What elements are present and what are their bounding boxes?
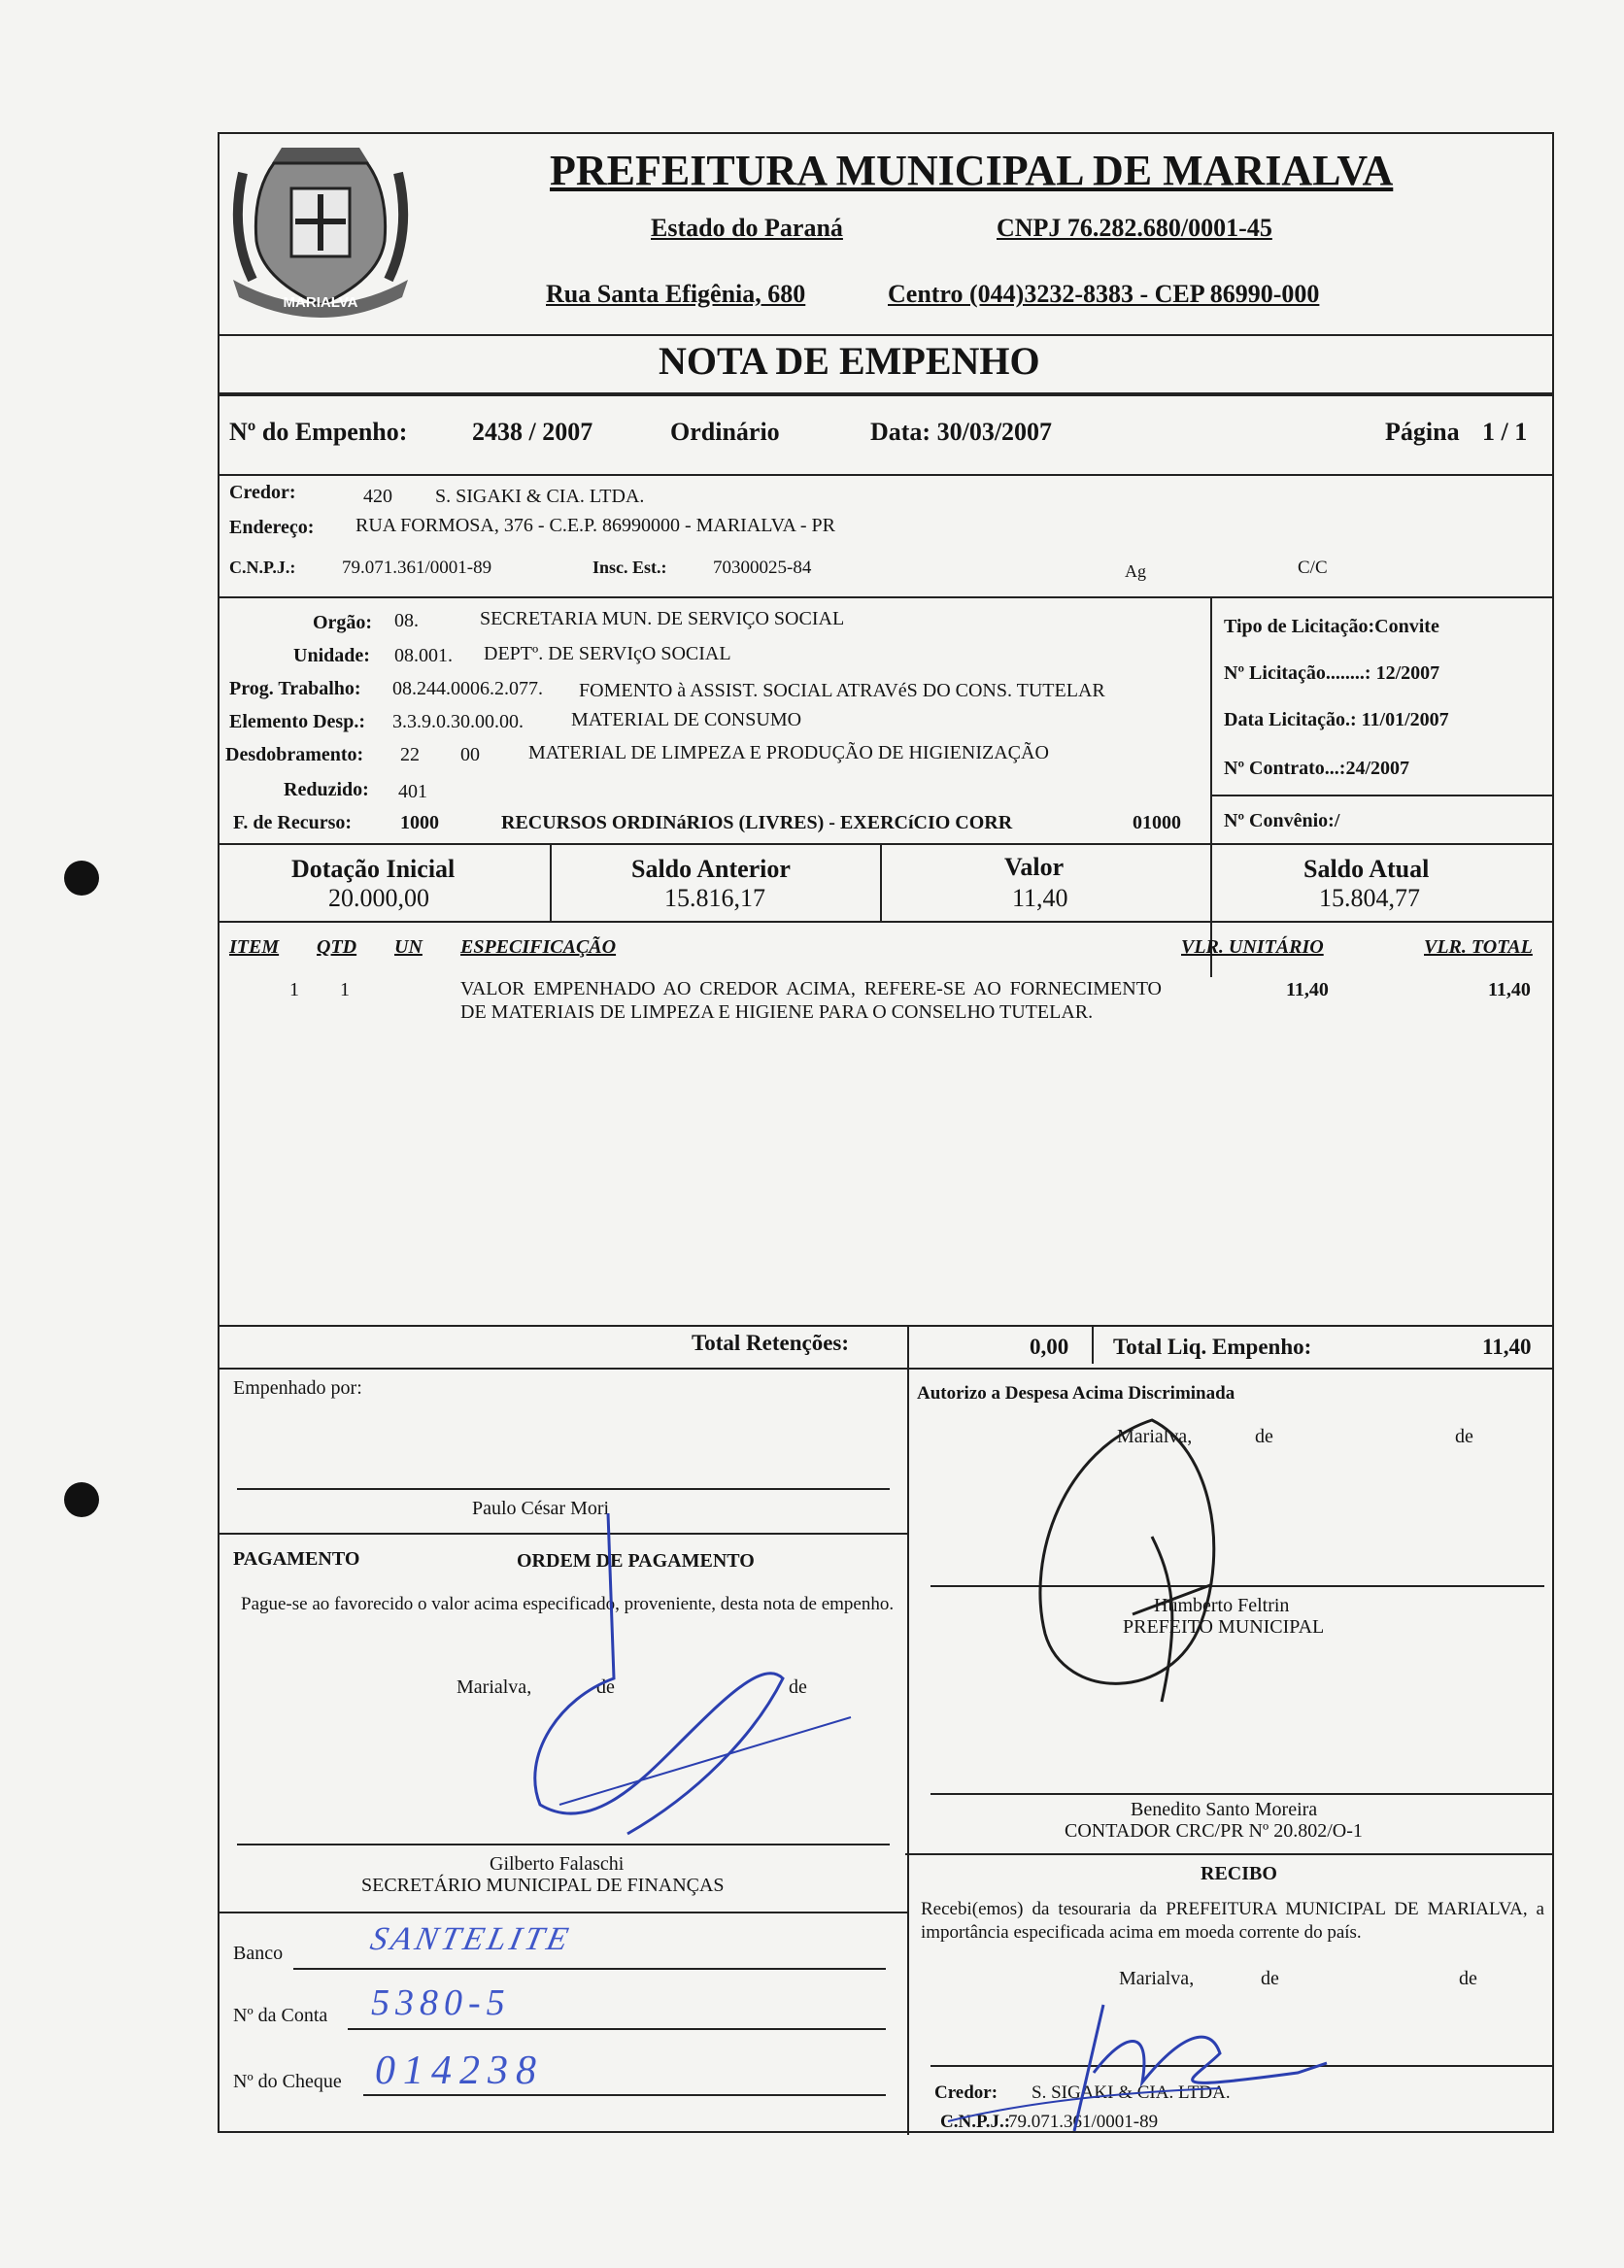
secretario-signature xyxy=(443,1513,870,1863)
saldo-atual-label: Saldo Atual xyxy=(1303,855,1430,883)
banco-handwritten: SANTELIТЕ xyxy=(367,1921,576,1957)
col-header-qtd: QTD xyxy=(317,936,357,958)
orgao-label: Orgão: xyxy=(313,612,373,633)
signature-line xyxy=(930,1793,1552,1795)
col-header-un: UN xyxy=(394,936,423,958)
unidade-name: DEPTº. DE SERVIçO SOCIAL xyxy=(484,643,731,664)
row-total-value: 11,40 xyxy=(1488,979,1531,1000)
recurso-label: F. de Recurso: xyxy=(233,812,353,833)
prefeito-signature xyxy=(1006,1410,1278,1721)
orgao-name: SECRETARIA MUN. DE SERVIÇO SOCIAL xyxy=(480,608,845,629)
divider xyxy=(220,392,1552,396)
recibo-credor-name: S. SIGAKI & CIA. LTDA. xyxy=(1032,2082,1231,2103)
divider xyxy=(907,1853,909,2135)
contact-info: Centro (044)3232-8383 - CEP 86990-000 xyxy=(888,280,1320,308)
prefeito-title: PREFEITO MUNICIPAL xyxy=(1123,1616,1325,1638)
recurso-code2: 01000 xyxy=(1133,812,1181,833)
prefeitura-cnpj: CNPJ 76.282.680/0001-45 xyxy=(997,214,1272,242)
elemento-label: Elemento Desp.: xyxy=(229,711,365,732)
credor-cnpj-label: C.N.P.J.: xyxy=(229,558,296,577)
contador-name: Benedito Santo Moreira xyxy=(1131,1799,1318,1820)
autorizo-title: Autorizo a Despesa Acima Discriminada xyxy=(917,1383,1235,1404)
banco-line xyxy=(293,1968,886,1970)
empenho-date: Data: 30/03/2007 xyxy=(870,418,1053,446)
prefeitura-title: PREFEITURA MUNICIPAL DE MARIALVA xyxy=(550,147,1394,194)
recibo-text: Recebi(emos) da tesouraria da PREFEITURA MUNICIPAL DE MARIALVA, a importância especificada acima em moeda corrente do país. xyxy=(921,1899,1544,1943)
unidade-label: Unidade: xyxy=(293,645,370,666)
divider xyxy=(220,921,1552,923)
recibo-cnpj: 79.071.361/0001-89 xyxy=(1008,2112,1159,2132)
total-liquido-label: Total Liq. Empenho: xyxy=(1113,1335,1312,1359)
recibo-cnpj-label: C.N.P.J.: xyxy=(940,2112,1011,2132)
divider xyxy=(220,596,1552,598)
col-header-especificacao: ESPECIFICAÇÃO xyxy=(460,936,617,958)
page-label: Página xyxy=(1385,418,1460,446)
street-address: Rua Santa Efigênia, 680 xyxy=(546,280,806,308)
divider xyxy=(550,843,552,921)
empenhado-por-label: Empenhado por: xyxy=(233,1377,362,1399)
address-label: Endereço: xyxy=(229,517,315,538)
saldo-anterior-label: Saldo Anterior xyxy=(631,855,791,883)
credor-address: RUA FORMOSA, 376 - C.E.P. 86990000 - MARIALVA - PR xyxy=(355,515,835,536)
valor-value: 11,40 xyxy=(1012,884,1068,912)
cheque-handwritten: 014238 xyxy=(375,2048,544,2093)
recibo-de1: de xyxy=(1261,1968,1279,1989)
divider xyxy=(905,1853,1552,1855)
recurso-name: RECURSOS ORDINáRIOS (LIVRES) - EXERCíCIO CORR xyxy=(501,812,1013,833)
numero-convenio: Nº Convênio:/ xyxy=(1224,810,1340,831)
divider xyxy=(220,1325,1552,1327)
desdobramento-code2: 00 xyxy=(460,744,480,765)
valor-label: Valor xyxy=(1004,853,1065,881)
divider xyxy=(880,843,882,921)
prog-name: FOMENTO à ASSIST. SOCIAL ATRAVéS DO CONS. TUTELAR xyxy=(579,680,1105,701)
conta-handwritten: 5380-5 xyxy=(371,1982,511,2023)
col-header-item: ITEM xyxy=(229,936,280,958)
divider xyxy=(907,1325,909,1855)
cheque-label: Nº do Cheque xyxy=(233,2071,342,2092)
desdobramento-name: MATERIAL DE LIMPEZA E PRODUÇÃO DE HIGIENIZAÇÃO xyxy=(528,742,1049,763)
pagamento-de2: de xyxy=(789,1676,807,1698)
cheque-line xyxy=(363,2094,886,2096)
pagamento-label: PAGAMENTO xyxy=(233,1548,360,1570)
banco-label: Banco xyxy=(233,1943,284,1964)
divider xyxy=(220,1912,909,1913)
signature-line xyxy=(237,1488,890,1490)
col-header-total-value: VLR. TOTAL xyxy=(1424,936,1533,958)
conta-label: Nº da Conta xyxy=(233,2005,328,2026)
ordem-pagamento-title: ORDEM DE PAGAMENTO xyxy=(517,1550,755,1572)
secretario-title: SECRETÁRIO MUNICIPAL DE FINANÇAS xyxy=(361,1875,725,1896)
data-licitacao: Data Licitação.: 11/01/2007 xyxy=(1224,709,1449,730)
recibo-place: Marialva, xyxy=(1119,1968,1195,1989)
prefeito-name: Humberto Feltrin xyxy=(1154,1595,1290,1616)
punch-hole-top xyxy=(64,861,99,896)
divider xyxy=(220,474,1552,476)
recibo-title: RECIBO xyxy=(1201,1863,1277,1884)
secretario-name: Gilberto Falaschi xyxy=(490,1853,625,1875)
credor-code: 420 xyxy=(363,486,392,507)
divider xyxy=(220,334,1552,336)
account-label: C/C xyxy=(1298,558,1328,578)
total-retencoes-value: 0,00 xyxy=(1030,1335,1069,1359)
desdobramento-code1: 22 xyxy=(400,744,420,765)
orgao-code: 08. xyxy=(394,610,419,631)
row-item: 1 xyxy=(289,979,299,1000)
recurso-code: 1000 xyxy=(400,812,439,833)
elemento-code: 3.3.9.0.30.00.00. xyxy=(392,711,524,732)
credor-cnpj: 79.071.361/0001-89 xyxy=(342,558,492,578)
divider xyxy=(1092,1325,1094,1364)
page-number: 1 / 1 xyxy=(1482,418,1528,446)
divider xyxy=(220,843,1552,845)
total-retencoes-label: Total Retenções: xyxy=(692,1331,850,1355)
pagamento-de1: de xyxy=(596,1676,615,1698)
punch-hole-bottom xyxy=(64,1482,99,1517)
reduzido-label: Reduzido: xyxy=(284,779,369,800)
total-liquido-value: 11,40 xyxy=(1482,1335,1532,1359)
reduzido-value: 401 xyxy=(398,781,427,802)
desdobramento-label: Desdobramento: xyxy=(225,744,364,765)
dotacao-inicial-value: 20.000,00 xyxy=(328,884,429,912)
prog-label: Prog. Trabalho: xyxy=(229,678,361,699)
recibo-de2: de xyxy=(1459,1968,1477,1989)
credor-signature xyxy=(929,1995,1375,2141)
contador-title: CONTADOR CRC/PR Nº 20.802/O-1 xyxy=(1065,1820,1363,1842)
autorizo-place: Marialva, xyxy=(1117,1426,1193,1447)
prog-code: 08.244.0006.2.077. xyxy=(392,678,543,699)
pagamento-text: Pague-se ao favorecido o valor acima especificado, proveniente, desta nota de empenho. xyxy=(241,1594,895,1614)
insc-est-value: 70300025-84 xyxy=(713,558,812,578)
credor-name: S. SIGAKI & CIA. LTDA. xyxy=(435,486,645,507)
agency-label: Ag xyxy=(1125,561,1146,581)
col-header-unit-value: VLR. UNITÁRIO xyxy=(1181,936,1324,958)
autorizo-de2: de xyxy=(1455,1426,1473,1447)
numero-contrato: Nº Contrato...:24/2007 xyxy=(1224,758,1410,779)
unidade-code: 08.001. xyxy=(394,645,453,666)
recibo-credor-label: Credor: xyxy=(934,2082,998,2103)
saldo-anterior-value: 15.816,17 xyxy=(664,884,765,912)
elemento-name: MATERIAL DE CONSUMO xyxy=(571,709,802,730)
credor-label: Credor: xyxy=(229,482,296,503)
divider xyxy=(220,1368,1552,1370)
conta-line xyxy=(348,2028,886,2030)
dotacao-inicial-label: Dotação Inicial xyxy=(291,855,456,883)
numero-licitacao: Nº Licitação........: 12/2007 xyxy=(1224,662,1440,684)
row-especificacao: VALOR EMPENHADO AO CREDOR ACIMA, REFERE-SE AO FORNECIMENTO DE MATERIAIS DE LIMPEZA E HIGIENE PARA O CONSELHO TUTELAR. xyxy=(460,978,1162,1023)
empenhado-por-name: Paulo César Mori xyxy=(472,1498,610,1519)
nota-de-empenho-form xyxy=(218,132,1554,2133)
empenho-number: 2438 / 2007 xyxy=(472,418,593,446)
state-label: Estado do Paraná xyxy=(651,214,843,242)
insc-est-label: Insc. Est.: xyxy=(592,558,667,577)
row-unit-value: 11,40 xyxy=(1286,979,1329,1000)
empenho-number-label: Nº do Empenho: xyxy=(229,418,408,446)
document-title: NOTA DE EMPENHO xyxy=(659,339,1040,383)
saldo-atual-value: 15.804,77 xyxy=(1319,884,1420,912)
tipo-licitacao: Tipo de Licitação:Convite xyxy=(1224,616,1439,637)
row-qtd: 1 xyxy=(340,979,350,1000)
pagamento-place: Marialva, xyxy=(457,1676,532,1698)
divider xyxy=(1210,795,1552,796)
municipal-seal-icon xyxy=(223,134,418,328)
empenho-type: Ordinário xyxy=(670,418,780,446)
autorizo-de1: de xyxy=(1255,1426,1273,1447)
seal-ribbon-label: MARIALVA xyxy=(283,294,358,311)
